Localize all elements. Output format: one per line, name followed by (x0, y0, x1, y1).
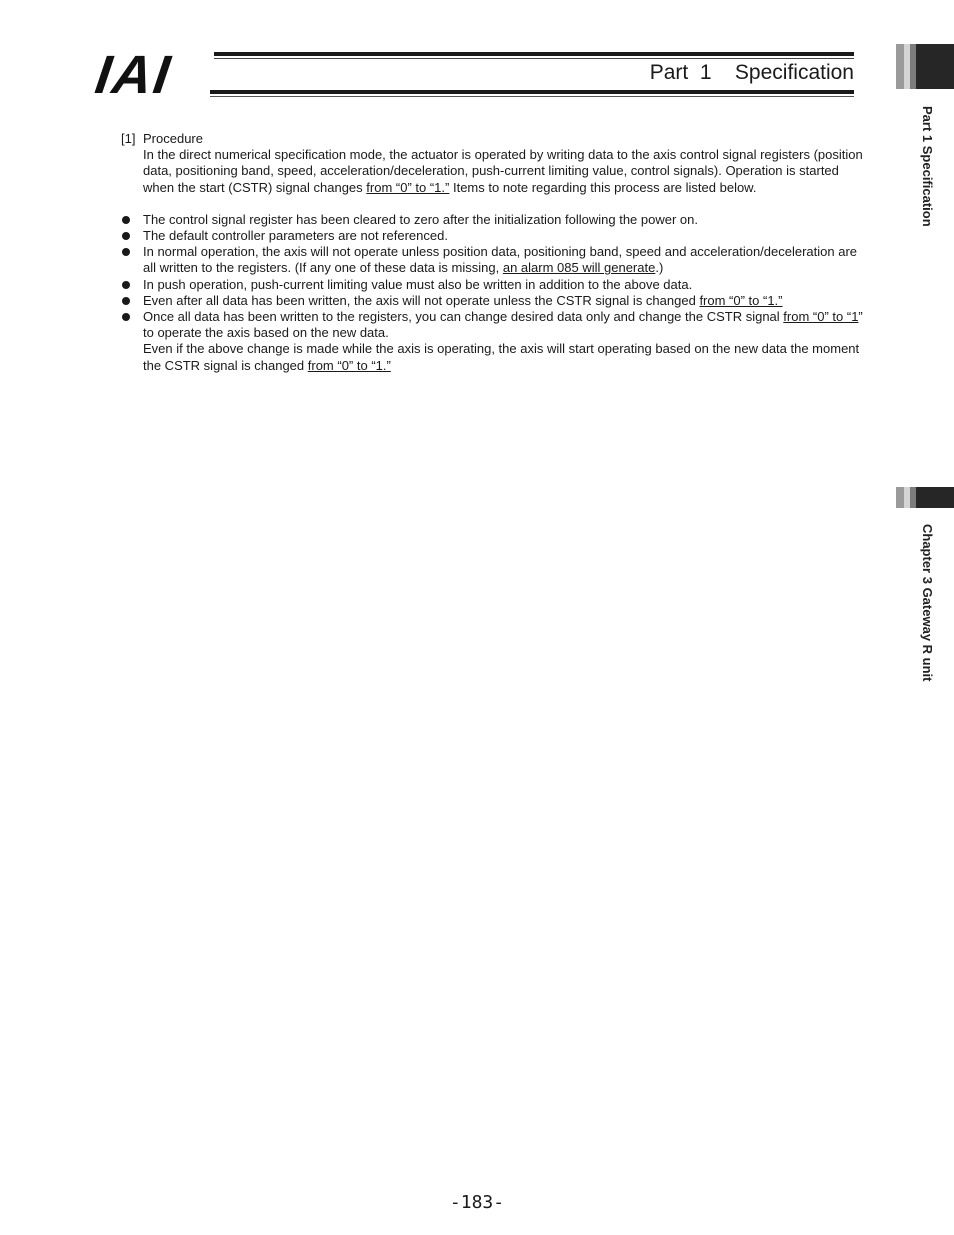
alarm-note: an alarm 085 will generate (502, 260, 656, 276)
header-rule (214, 52, 854, 56)
signal-change-text: from “0” to “1.” (699, 292, 783, 308)
main-content (121, 131, 865, 374)
bullet-icon (122, 297, 130, 305)
iai-logo: IAI (91, 45, 176, 105)
part-tab-marker (896, 44, 954, 89)
list-item: In normal operation, the axis will not operate unless position data, positioning band, speed and acceleration/deceleration are all written to the registers. (If any one of these data is missing, an alarm 085 will generate.) (121, 244, 865, 276)
procedure-heading (121, 131, 865, 147)
header-rule-thin (214, 58, 854, 59)
signal-change-text: from “0” to “1.” (366, 179, 450, 195)
list-item: In push operation, push-current limiting value must also be written in addition to the above data. (121, 277, 865, 293)
page-title: Part 1 Specification (649, 61, 854, 84)
chapter-tab-marker (896, 487, 954, 508)
procedure-number: [1] (121, 131, 136, 146)
signal-change-text: from “0” to “1.” (307, 357, 391, 373)
notes-list (121, 212, 865, 374)
list-item: Once all data has been written to the registers, you can change desired data only and change the CSTR signal from “0” to “1” to operate the axis based on the new data. Even if the above change is made while the axis is operating, the axis will start operating based on the new data the moment the CSTR signal is changed from “0” to “1.” (121, 309, 865, 374)
bullet-icon (122, 216, 130, 224)
side-label-chapter: Chapter 3 Gateway R unit (920, 524, 935, 682)
procedure-paragraph: In the direct numerical specification mode, the actuator is operated by writing data to the axis control signal registers (position data, positioning band, speed, acceleration/deceleration, push-current limiting value, control signals). Operation is started when the start (CSTR) signal changes from “0” to “1.” Items to note regarding this process are listed below. (143, 147, 863, 195)
signal-change-text: from “0” to “1 (783, 309, 859, 325)
header-rule-bottom-thin (210, 96, 854, 97)
bullet-icon (122, 232, 130, 240)
bullet-icon (122, 281, 130, 289)
bullet-icon (122, 313, 130, 321)
header-rule-bottom (210, 90, 854, 94)
page-number: -183- (449, 1192, 505, 1213)
side-label-part: Part 1 Specification (920, 106, 935, 227)
list-item: The control signal register has been cleared to zero after the initialization following the power on. (121, 212, 865, 228)
list-item: Even after all data has been written, the axis will not operate unless the CSTR signal is changed from “0” to “1.” (121, 293, 865, 309)
list-item: The default controller parameters are not referenced. (121, 228, 865, 244)
bullet-icon (122, 248, 130, 256)
procedure-title: Procedure (143, 131, 203, 146)
